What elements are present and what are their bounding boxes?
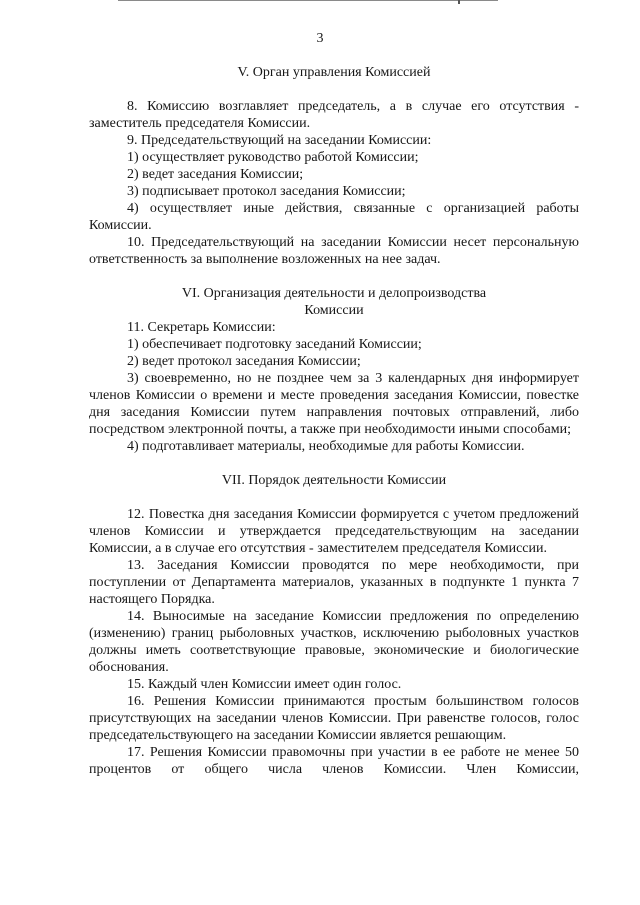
section-5-heading: V. Орган управления Комиссией <box>237 65 431 80</box>
paragraph-15: 15. Каждый член Комиссии имеет один голос. <box>127 677 402 692</box>
paragraph-9-item-2: 2) ведет заседания Комиссии; <box>127 167 304 182</box>
paragraph-17: 17. Решения Комиссии правомочны при участии в ее работе не менее 50 процентов от общего числа членов Комиссии. Член Комиссии, <box>89 745 579 777</box>
paragraph-8: 8. Комиссию возглавляет председатель, а в случае его отсутствия - заместитель председателя Комиссии. <box>89 99 579 131</box>
paragraph-9-item-3: 3) подписывает протокол заседания Комиссии; <box>127 184 406 199</box>
paragraph-11-item-1: 1) обеспечивает подготовку заседаний Комиссии; <box>127 337 422 352</box>
paragraph-11-item-2: 2) ведет протокол заседания Комиссии; <box>127 354 361 369</box>
paragraph-16: 16. Решения Комиссии принимаются простым большинством голосов присутствующих на заседании членов Комиссии. При равенстве голосов, голос председательствующего на заседании Комиссии является решающим. <box>89 694 579 743</box>
section-7-heading: VII. Порядок деятельности Комиссии <box>221 473 447 488</box>
paragraph-14: 14. Выносимые на заседание Комиссии предложения по определению (изменению) границ рыболовных участков, исключению рыболовных участков должны иметь соответствующие правовые, экономические и биологические обоснования. <box>89 609 579 675</box>
page-number: 3 <box>316 31 324 46</box>
paragraph-9-item-1: 1) осуществляет руководство работой Комиссии; <box>127 150 419 165</box>
section-6-heading-line-2: Комиссии <box>304 303 364 318</box>
document-body <box>89 64 579 778</box>
paragraph-12: 12. Повестка дня заседания Комиссии формируется с учетом предложений членов Комиссии и утверждается председательствующим на заседании Комиссии, а в случае его отсутствия - заместителем председателя Комиссии. <box>89 507 579 556</box>
top-edge-mark <box>458 0 460 4</box>
paragraph-9: 9. Председательствующий на заседании Комиссии: <box>127 133 432 148</box>
section-6-heading-line-1: VI. Организация деятельности и делопроизводства <box>181 286 487 301</box>
paragraph-10: 10. Председательствующий на заседании Комиссии несет персональную ответственность за выполнение возложенных на нее задач. <box>89 235 579 267</box>
paragraph-11-item-3: 3) своевременно, но не позднее чем за 3 календарных дня информирует членов Комиссии о времени и месте проведения заседания Комиссии, повестке дня заседания Комиссии путем направления почтовых отправлений, либо посредством электронной почты, а также при необходимости иными способами; <box>89 371 579 437</box>
paragraph-11: 11. Секретарь Комиссии: <box>127 320 276 335</box>
top-edge-line <box>118 0 498 1</box>
paragraph-13: 13. Заседания Комиссии проводятся по мере необходимости, при поступлении от Департамента материалов, указанных в подпункте 1 пункта 7 настоящего Порядка. <box>89 558 579 607</box>
paragraph-9-item-4: 4) осуществляет иные действия, связанные с организацией работы Комиссии. <box>89 201 579 233</box>
paragraph-11-item-4: 4) подготавливает материалы, необходимые для работы Комиссии. <box>127 439 525 454</box>
